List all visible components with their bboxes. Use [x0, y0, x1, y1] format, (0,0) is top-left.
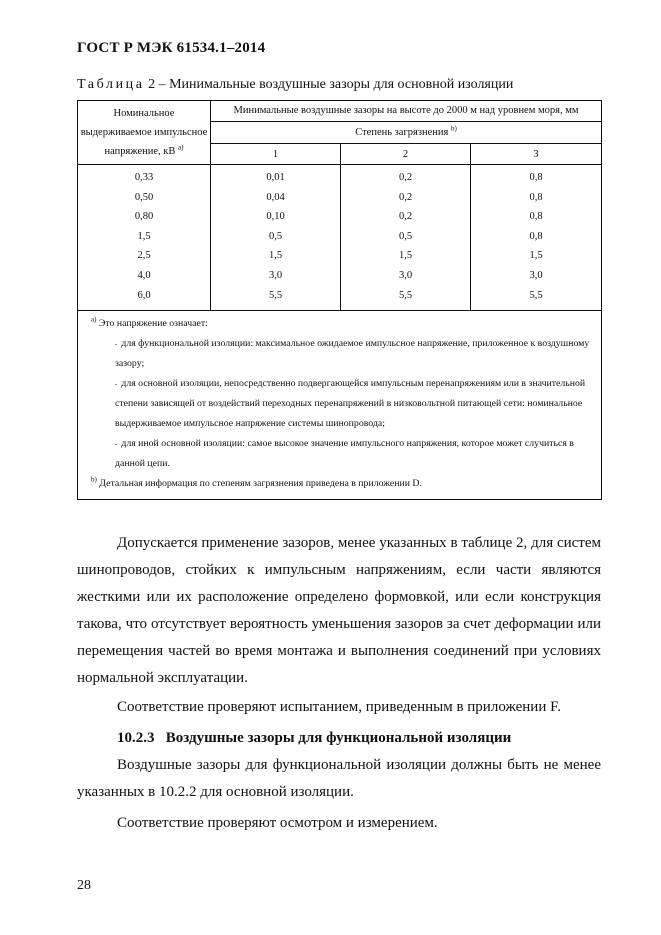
table-caption-prefix: Таблица: [77, 77, 145, 92]
table-cell: 6,0: [78, 286, 211, 311]
table-cell: 0,2: [341, 207, 471, 227]
table-row: [78, 165, 602, 188]
section-title: Воздушные зазоры для функциональной изоляции: [165, 730, 512, 746]
section-heading: [77, 725, 601, 752]
table-cell: 0,01: [211, 165, 341, 188]
degree-header-2: 2: [341, 144, 471, 165]
body-text: [77, 530, 601, 837]
voltage-column-header: Номинальное выдерживаемое импульсное напряжение, кВ $^{a)}$: [78, 101, 211, 165]
paragraph: Воздушные зазоры для функциональной изоляции должны быть не менее указанных в 10.2.2 для основной изоляции.: [77, 757, 601, 800]
paragraph: Соответствие проверяют осмотром и измерением.: [117, 815, 438, 831]
table-row: [78, 286, 602, 311]
footnote-a-item: - для основной изоляции, непосредственно подвергающейся импульсным перенапряжениям или в значительной степени зависящей от воздействий переходных перенапряжений в низковольтной питающей сети: номинальное выдерживаемое импульсное напряжение системы шинопровода;: [115, 378, 586, 430]
table-cell: 1,5: [341, 246, 471, 266]
footnote-b: $^{b)}$ Детальная информация по степеням загрязнения приведена в приложении D.: [91, 475, 422, 490]
table-cell: 0,2: [341, 188, 471, 208]
table-caption-title: – Минимальные воздушные зазоры для основной изоляции: [158, 77, 514, 92]
table-caption-number: 2: [148, 77, 156, 92]
footnote-a-intro: $^{a)}$ Это напряжение означает:: [91, 315, 208, 330]
degree-header-3: 3: [471, 144, 602, 165]
table-cell: 1,5: [211, 246, 341, 266]
table-cell: 0,2: [341, 165, 471, 188]
section-number: 10.2.3: [117, 730, 155, 746]
table-cell: 3,0: [341, 266, 471, 286]
table-cell: 0,8: [471, 188, 602, 208]
table-cell: 0,04: [211, 188, 341, 208]
footnote-a-item: - для функциональной изоляции: максимальное ожидаемое импульсное напряжение, приложенное к воздушному зазору;: [115, 338, 590, 370]
table-caption: [77, 77, 513, 93]
table-cell: 5,5: [211, 286, 341, 311]
paragraph: Соответствие проверяют испытанием, приведенным в приложении F.: [117, 699, 561, 715]
table-row: [78, 246, 602, 266]
table-row: [78, 227, 602, 247]
footnote-a-ref: a): [178, 143, 184, 152]
table-cell: 3,0: [471, 266, 602, 286]
table-cell: 0,8: [471, 207, 602, 227]
table-body: [78, 165, 602, 500]
table-cell: 0,5: [341, 227, 471, 247]
table-cell: 0,5: [211, 227, 341, 247]
table-cell: 0,8: [471, 165, 602, 188]
table-row: [78, 188, 602, 208]
table-cell: 0,80: [78, 207, 211, 227]
table-cell: 0,33: [78, 165, 211, 188]
document-header: ГОСТ Р МЭК 61534.1–2014: [77, 40, 266, 56]
degree-header-1: 1: [211, 144, 341, 165]
table-cell: 2,5: [78, 246, 211, 266]
pollution-degree-header: Степень загрязнения $^{b)}$: [211, 122, 602, 144]
table-cell: 4,0: [78, 266, 211, 286]
table-cell: 5,5: [471, 286, 602, 311]
table-notes-row: [78, 311, 602, 500]
table-cell: 0,10: [211, 207, 341, 227]
clearance-table: [77, 100, 602, 500]
table-cell: 5,5: [341, 286, 471, 311]
footnote-a-item: - для иной основной изоляции: самое высокое значение импульсного напряжения, которое может случиться в данной цепи.: [115, 438, 574, 470]
footnote-b-ref: b): [450, 124, 457, 133]
table-cell: 3,0: [211, 266, 341, 286]
table-cell: 1,5: [471, 246, 602, 266]
page-number: 28: [77, 878, 91, 893]
clearance-column-header: Минимальные воздушные зазоры на высоте до 2000 м над уровнем моря, мм: [211, 101, 602, 122]
paragraph: Допускается применение зазоров, менее указанных в таблице 2, для систем шинопроводов, стойких к импульсным напряжениям, если части являются жесткими или их расположение определено формовкой, или если конструкция такова, что отсутствует вероятность уменьшения зазоров за счет деформации или перемещения частей во время монтажа и выполнения соединений при условиях нормальной эксплуатации.: [77, 535, 601, 686]
table-cell: 0,8: [471, 227, 602, 247]
table-cell: 1,5: [78, 227, 211, 247]
table-row: [78, 266, 602, 286]
table-row: [78, 207, 602, 227]
table-cell: 0,50: [78, 188, 211, 208]
table-notes: [78, 311, 602, 500]
